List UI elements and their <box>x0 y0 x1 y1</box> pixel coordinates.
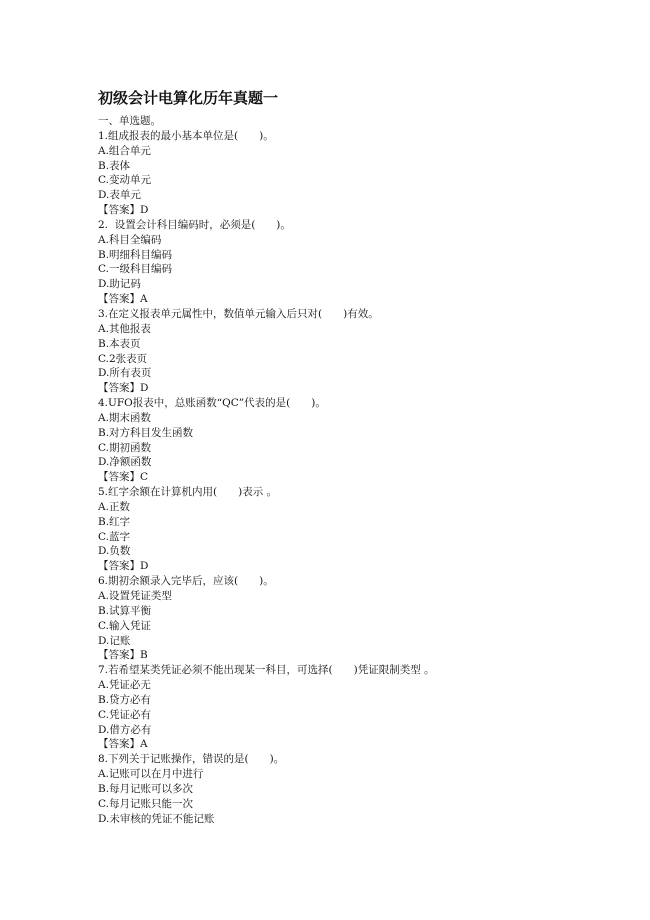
answer-line: 【答案】C <box>98 471 149 484</box>
option-b: B.对方科目发生函数 <box>98 426 194 439</box>
question-7 <box>98 663 618 752</box>
answer-line: 【答案】D <box>98 204 149 217</box>
option-c: C.输入凭证 <box>98 619 151 632</box>
answer-line: 【答案】A <box>98 293 148 306</box>
answer-line: 【答案】A <box>98 738 148 751</box>
document-title: 初级会计电算化历年真题一 <box>98 89 279 107</box>
question-stem: 7.若希望某类凭证必须不能出现某一科目，可选择( )凭证限制类型 。 <box>98 664 435 677</box>
option-d: D.负数 <box>98 545 131 558</box>
option-a: A.科目全编码 <box>98 233 162 246</box>
question-3 <box>98 307 618 396</box>
question-1 <box>98 129 618 218</box>
option-c: C.每月记账只能一次 <box>98 797 193 810</box>
option-a: A.凭证必无 <box>98 679 151 692</box>
option-c: C.一级科目编码 <box>98 263 172 276</box>
section-heading: 一、单选题。 <box>98 115 161 127</box>
answer-line: 【答案】B <box>98 649 148 662</box>
option-b: B.明细科目编码 <box>98 248 173 261</box>
option-d: D.借方必有 <box>98 723 152 736</box>
option-d: D.未审核的凭证不能记账 <box>98 812 215 825</box>
question-stem: 5.红字余额在计算机内用( )表示 。 <box>98 486 278 499</box>
question-4 <box>98 396 618 485</box>
question-stem: 6.期初余额录入完毕后，应该( )。 <box>98 575 274 588</box>
question-stem: 2. 设置会计科目编码时，必须是( )。 <box>98 218 291 231</box>
question-8 <box>98 752 618 826</box>
option-a: A.设置凭证类型 <box>98 590 172 602</box>
option-b: B.试算平衡 <box>98 604 152 617</box>
option-c: C.2张表页 <box>98 352 148 365</box>
option-d: D.净额函数 <box>98 456 152 469</box>
option-b: B.贷方必有 <box>98 693 152 706</box>
option-c: C.凭证必有 <box>98 708 151 721</box>
option-b: B.本表页 <box>98 337 141 350</box>
question-stem: 4.UFO报表中，总账函数“QC”代表的是( )。 <box>98 397 326 410</box>
option-a: A.记账可以在月中进行 <box>98 768 204 781</box>
question-2 <box>98 218 618 307</box>
answer-line: 【答案】D <box>98 560 149 573</box>
option-d: D.所有表页 <box>98 367 152 380</box>
exam-document <box>98 88 618 827</box>
option-c: C.蓝字 <box>98 530 130 543</box>
question-5 <box>98 485 618 574</box>
question-stem: 1.组成报表的最小基本单位是( )。 <box>98 129 274 142</box>
option-c: C.期初函数 <box>98 441 151 454</box>
option-b: B.每月记账可以多次 <box>98 782 194 795</box>
option-a: A.组合单元 <box>98 144 151 157</box>
option-a: A.其他报表 <box>98 322 151 335</box>
answer-line: 【答案】D <box>98 382 149 395</box>
option-d: D.助记码 <box>98 278 141 291</box>
question-6 <box>98 574 618 663</box>
option-a: A.期末函数 <box>98 411 151 424</box>
option-d: D.记账 <box>98 634 131 647</box>
question-stem: 8.下列关于记账操作，错误的是( )。 <box>98 753 285 766</box>
option-d: D.表单元 <box>98 189 141 202</box>
option-b: B.表体 <box>98 159 131 172</box>
option-b: B.红字 <box>98 515 131 528</box>
option-c: C.变动单元 <box>98 174 151 187</box>
question-stem: 3.在定义报表单元属性中，数值单元输入后只对( )有效。 <box>98 307 379 320</box>
option-a: A.正数 <box>98 500 130 513</box>
